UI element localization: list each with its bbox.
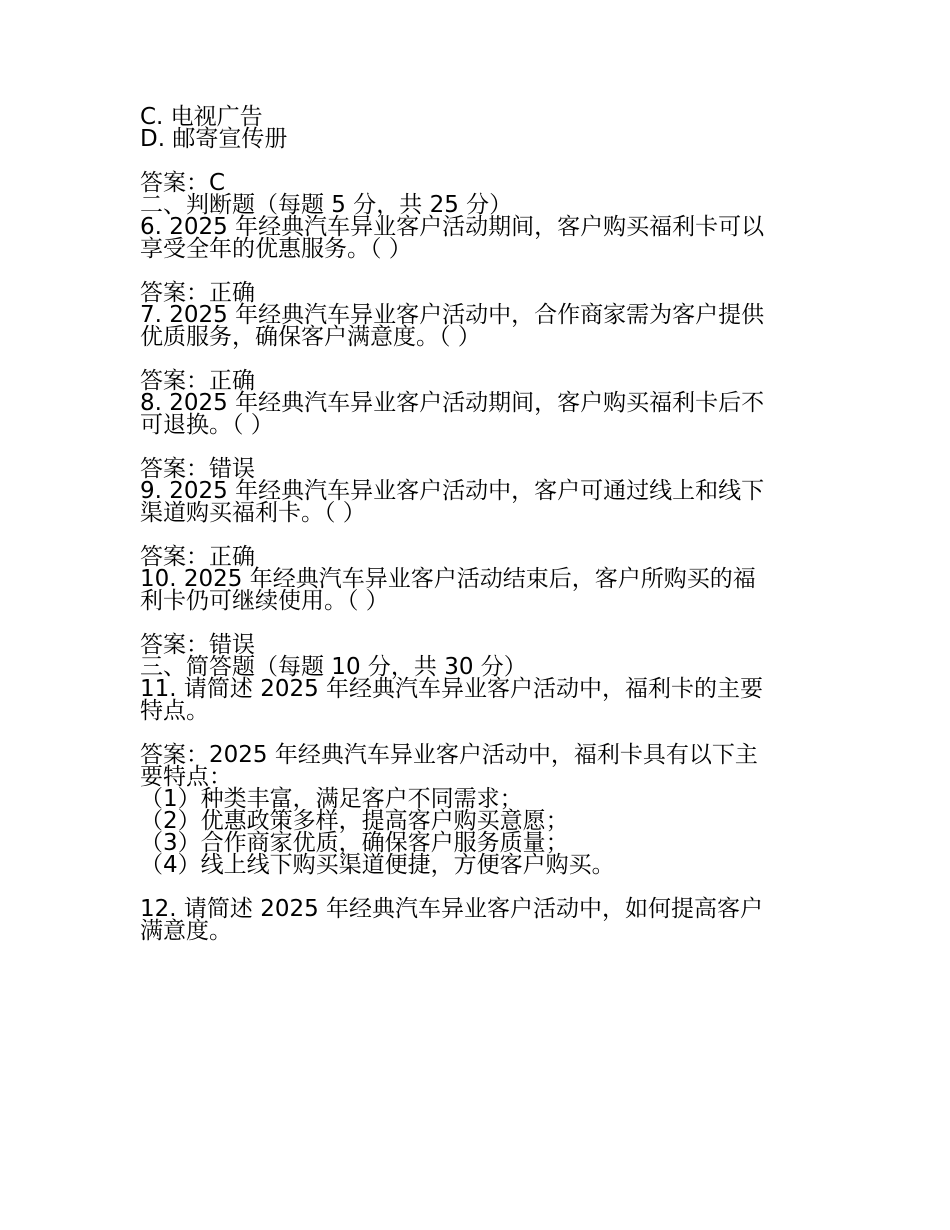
question-8 <box>140 392 820 436</box>
answer-line: （3）合作商家优质，确保客户服务质量； <box>140 830 569 856</box>
question-9 <box>140 480 820 524</box>
question-12 <box>140 898 820 942</box>
question-10 <box>140 568 820 612</box>
question-text-line: 满意度。 <box>140 918 232 944</box>
question-text-line: 享受全年的优惠服务。（ ） <box>140 236 412 262</box>
answer-9: 答案：正确 <box>140 544 255 570</box>
answer-8: 答案：错误 <box>140 456 255 482</box>
question-text-line: 9. 2025 年经典汽车异业客户活动中，客户可通过线上和线下 <box>140 478 765 504</box>
question-text-line: 可退换。（ ） <box>140 412 274 438</box>
question-text-line: 渠道购买福利卡。（ ） <box>140 500 366 526</box>
answer-7: 答案：正确 <box>140 368 255 394</box>
question-text-line: 6. 2025 年经典汽车异业客户活动期间，客户购买福利卡可以 <box>140 214 765 240</box>
answer-line: 要特点： <box>140 764 232 790</box>
question-7 <box>140 304 820 348</box>
answer-5: 答案：C <box>140 170 226 196</box>
question-text-line: 优质服务，确保客户满意度。（ ） <box>140 324 481 350</box>
answer-10: 答案：错误 <box>140 632 255 658</box>
section-2-title: 二、判断题（每题 5 分，共 25 分） <box>140 192 513 218</box>
question-text-line: 7. 2025 年经典汽车异业客户活动中，合作商家需为客户提供 <box>140 302 765 328</box>
question-text-line: 10. 2025 年经典汽车异业客户活动结束后，客户所购买的福 <box>140 566 756 592</box>
section-3-title: 三、简答题（每题 10 分，共 30 分） <box>140 654 527 680</box>
answer-6: 答案：正确 <box>140 280 255 306</box>
option-d: D. 邮寄宣传册 <box>140 126 288 152</box>
answer-11 <box>140 744 820 876</box>
answer-line: （4）线上线下购买渠道便捷，方便客户购买。 <box>140 852 615 878</box>
question-6 <box>140 216 820 260</box>
question-text-line: 特点。 <box>140 698 209 724</box>
question-text-line: 8. 2025 年经典汽车异业客户活动期间，客户购买福利卡后不 <box>140 390 765 416</box>
option-c: C. 电视广告 <box>140 104 263 130</box>
document-page <box>140 106 820 964</box>
question-text-line: 利卡仍可继续使用。（ ） <box>140 588 389 614</box>
answer-line: 答案：2025 年经典汽车异业客户活动中，福利卡具有以下主 <box>140 742 758 768</box>
question-11 <box>140 678 820 722</box>
question-text-line: 11. 请简述 2025 年经典汽车异业客户活动中，福利卡的主要 <box>140 676 764 702</box>
question-text-line: 12. 请简述 2025 年经典汽车异业客户活动中，如何提高客户 <box>140 896 764 922</box>
answer-line: （2）优惠政策多样，提高客户购买意愿； <box>140 808 569 834</box>
answer-options <box>140 106 820 150</box>
answer-line: （1）种类丰富，满足客户不同需求； <box>140 786 523 812</box>
